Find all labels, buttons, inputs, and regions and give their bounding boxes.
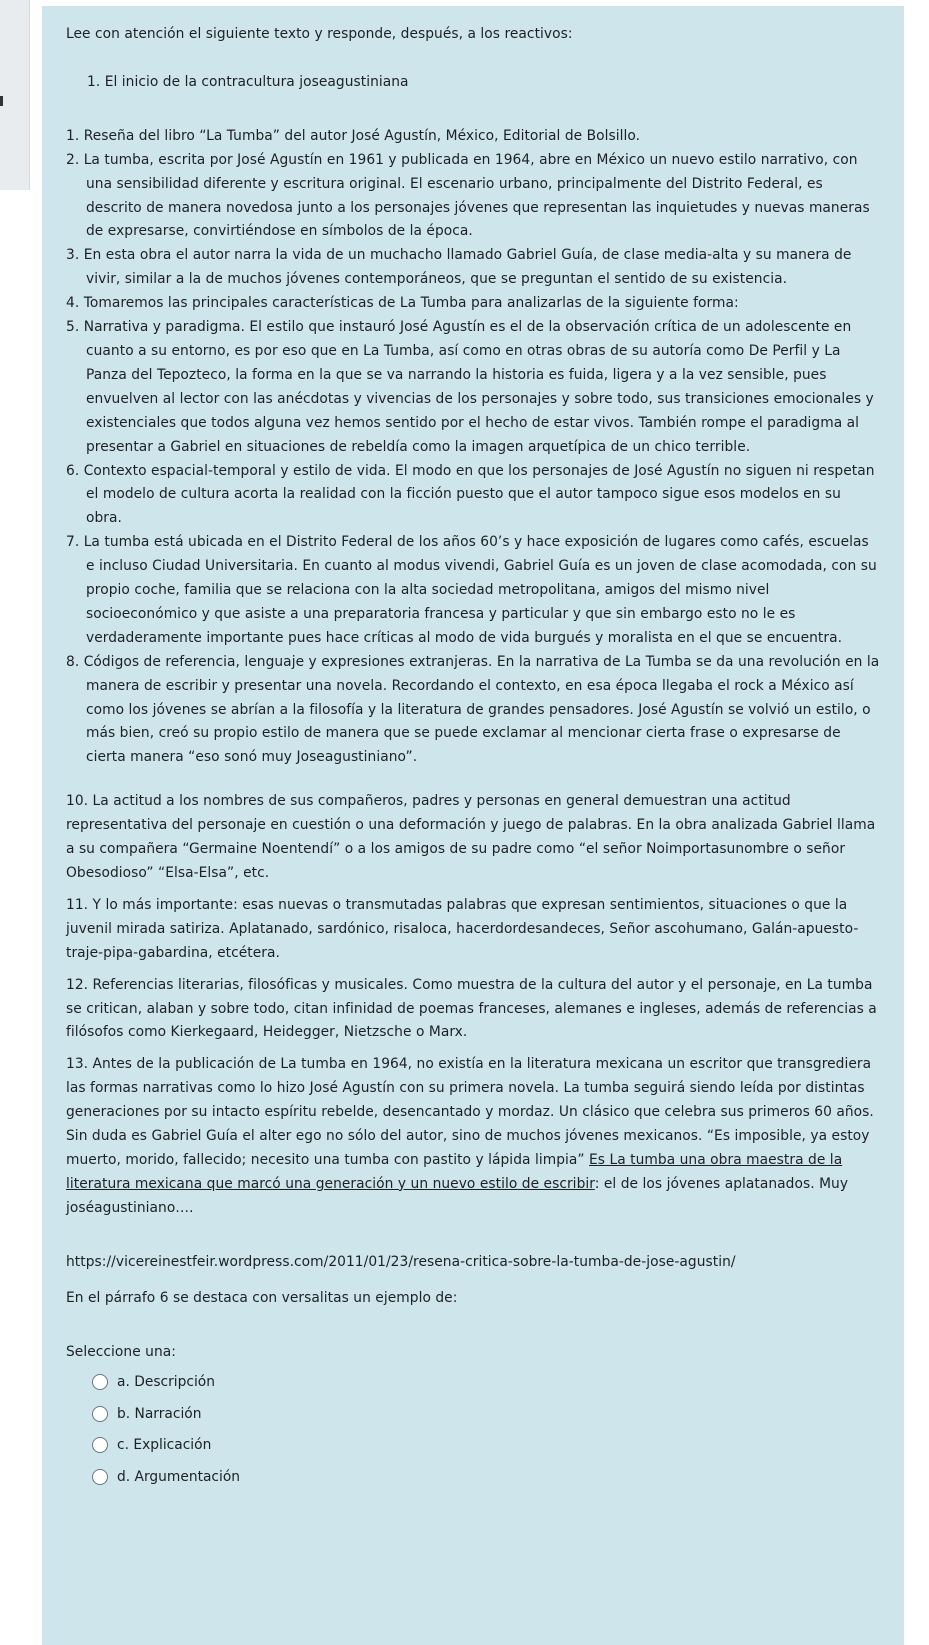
- option-a-radio[interactable]: [92, 1374, 108, 1390]
- list-item: 6. Contexto espacial-temporal y estilo de vida. El modo en que los personajes de José Agustín no siguen ni respetan el modelo de cultura acorta la realidad con la ficción puesto que el autor tampoco sigue esos modelos en su obra.: [66, 462, 875, 527]
- option-c[interactable]: [66, 1429, 880, 1461]
- list-item: 5. Narrativa y paradigma. El estilo que instauró José Agustín es el de la observación crítica de un adolescente en cuanto a su entorno, es por eso que en La Tumba, así como en otras obras de su autoría como De Perfil y La Panza del Tepozteco, la forma en la que se va narrando la historia es fuida, ligera y a la vez sensible, pues envuelven al lector con las anécdotas y vivencias de los personajes y sobre todo, sus transiciones emocionales y existenciales que todos alguna vez hemos sentido por el hecho de estar vivos. También rompe el paradigma al presentar a Gabriel en situaciones de rebeldía como la imagen arquetípica de un chico terrible.: [66, 319, 874, 455]
- list-item: 4. Tomaremos las principales características de La Tumba para analizarlas de la siguiente forma:: [66, 295, 739, 312]
- paragraph-13-start: 13. Antes de la publicación de La tumba en 1964, no existía en la literatura mexicana un escritor que transgrediera las formas narrativas como lo hizo José Agustín con su primera novela. La tumba seguirá siendo leída por distintas generaciones por su intacto espíritu rebelde, desencantado y mordaz. Un clásico que celebra sus primeros 60 años. Sin duda es Gabriel Guía el alter ego no sólo del autor, sino de muchos jóvenes mexicanos. “Es imposible, ya estoy muerto, morido, fallecido; necesito una tumba con pastito y lápida limpia”: [66, 1056, 874, 1168]
- select-one-label: Seleccione una:: [66, 1343, 176, 1360]
- list-item: 1. Reseña del libro “La Tumba” del autor José Agustín, México, Editorial de Bolsillo.: [66, 127, 641, 144]
- option-a-label[interactable]: a. Descripción: [117, 1374, 215, 1391]
- paragraph-13-underlined: Es La tumba una obra maestra de la literatura mexicana que marcó una generación y un nuevo estilo de escribir: [66, 1151, 843, 1192]
- numbered-list: [66, 125, 880, 770]
- option-c-label[interactable]: c. Explicación: [117, 1437, 212, 1454]
- option-b[interactable]: [66, 1398, 880, 1430]
- option-d[interactable]: [66, 1461, 880, 1493]
- option-b-label[interactable]: b. Narración: [117, 1405, 202, 1422]
- list-item: 7. La tumba está ubicada en el Distrito Federal de los años 60’s y hace exposición de lugares como cafés, escuelas e incluso Ciudad Universitaria. En cuanto al modus vivendi, Gabriel Guía es un joven de clase acomodada, con su propio coche, familia que se relaciona con la alta sociedad metropolitana, amigos del mismo nivel socioeconómico y que asiste a una preparatoria francesa y particular y que sin embargo esto no le es verdaderamente importante pues hace críticas al modo de vida burgués y moralista en el que se encuentra.: [66, 534, 877, 646]
- option-d-label[interactable]: d. Argumentación: [117, 1468, 241, 1485]
- paragraph-12: 12. Referencias literarias, filosóficas y musicales. Como muestra de la cultura del autor y el personaje, en La tumba se critican, alaban y sobre todo, citan infinidad de poemas franceses, alemanes e ingleses, además de referencias a filósofos como Kierkegaard, Heidegger, Nietzsche o Marx.: [66, 976, 877, 1041]
- option-a[interactable]: [66, 1366, 880, 1398]
- intro-text: Lee con atención el siguiente texto y responde, después, a los reactivos:: [66, 26, 573, 42]
- list-item: 3. En esta obra el autor narra la vida de un muchacho llamado Gabriel Guía, de clase media-alta y su manera de vivir, similar a la de muchos jóvenes contemporáneos, que se preguntan el sentido de su existencia.: [66, 247, 852, 288]
- list-item: 8. Códigos de referencia, lenguaje y expresiones extranjeras. En la narrativa de La Tumba se da una revolución en la manera de escribir y presentar una novela. Recordando el contexto, en esa época llegaba el rock a México así como los jóvenes se abrían a la filosofía y la literatura de grandes pensadores. José Agustín se volvió un estilo, o más bien, creó su propio estilo de manera que se puede exclamar al mencionar cierta frase o expresarse de cierta manera “eso sonó muy Joseagustiniano”.: [66, 653, 880, 766]
- list-item: 2. La tumba, escrita por José Agustín en 1961 y publicada en 1964, abre en México un nuevo estilo narrativo, con una sensibilidad diferente y escritura original. El escenario urbano, principalmente del Distrito Federal, es descrito de manera novedosa junto a los personajes jóvenes que representan las inquietudes y nuevas maneras de expresarse, convirtiéndose en símbolos de la época.: [66, 151, 870, 240]
- paragraph-10: 10. La actitud a los nombres de sus compañeros, padres y personas en general demuestran una actitud representativa del personaje en cuestión o una deformación y juego de palabras. En la obra analizada Gabriel llama a su compañera “Germaine Noentendí” o a los amigos de su padre como “el señor Noimportasunombre o señor Obesodioso” “Elsa-Elsa”, etc.: [66, 793, 876, 881]
- reading-title: 1. El inicio de la contracultura joseagustiniana: [87, 73, 409, 90]
- paragraph-11: 11. Y lo más importante: esas nuevas o transmutadas palabras que expresan sentimientos, situaciones o que la juvenil mirada satiriza. Aplatanado, sardónico, risaloca, hacerdordesandeces, Señor ascohumano, Galán-apuesto-traje-pipa-gabardina, etcétera.: [66, 896, 859, 961]
- paragraph-13: [66, 1053, 880, 1220]
- option-c-radio[interactable]: [92, 1437, 108, 1453]
- option-b-radio[interactable]: [92, 1406, 108, 1422]
- sidebar-marker: [0, 96, 3, 106]
- source-url: https://vicereinestfeir.wordpress.com/2011/01/23/resena-critica-sobre-la-tumba-de-jose-agustin/: [66, 1253, 736, 1270]
- paragraph-13-end: : el de los jóvenes aplatanados. Muy joséagustiniano….: [66, 1175, 849, 1216]
- question-prompt: En el párrafo 6 se destaca con versalitas un ejemplo de:: [66, 1289, 458, 1306]
- question-text-panel: [42, 6, 904, 1645]
- left-sidebar-strip: [0, 0, 30, 190]
- option-d-radio[interactable]: [92, 1469, 108, 1485]
- answer-options: [66, 1366, 880, 1492]
